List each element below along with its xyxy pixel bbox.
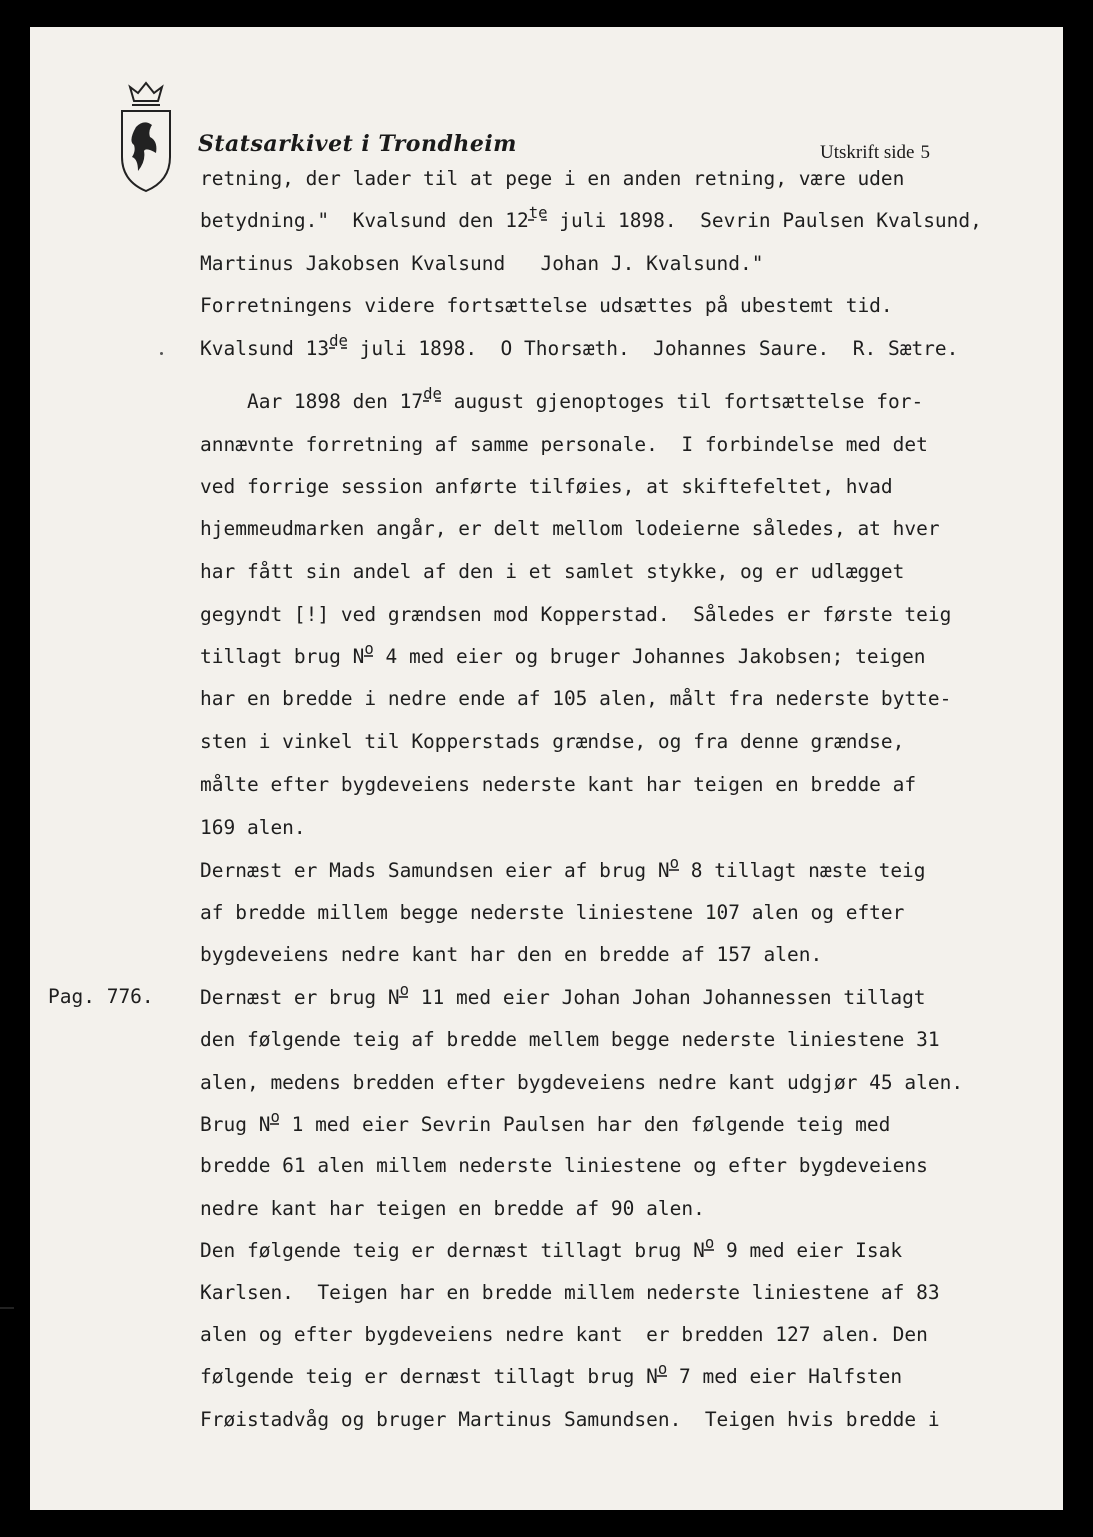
text-line <box>200 167 904 190</box>
text-line <box>200 640 926 668</box>
margin-page-reference: Pag. 776. <box>48 985 154 1008</box>
text-segment: 7 med eier Halfsten <box>667 1365 903 1388</box>
text-segment: 169 alen. <box>200 816 306 839</box>
text-segment: juli 1898. O Thorsæth. Johannes Saure. R. Sætre. <box>347 337 959 360</box>
text-segment: alen, medens bredden efter bygdeveiens nedre kant udgjør 45 alen. <box>200 1071 964 1094</box>
text-segment: sten i vinkel til Kopperstads grændse, og fra denne grændse, <box>200 730 905 753</box>
text-segment: retning, der lader til at pege i en anden retning, være uden <box>200 167 905 190</box>
text-segment: har en bredde i nedre ende af 105 alen, målt fra nederste bytte- <box>200 687 952 710</box>
text-line <box>200 332 959 360</box>
superscript: o <box>364 640 374 659</box>
text-line <box>200 901 904 924</box>
margin-dot <box>160 352 163 355</box>
text-line <box>200 1028 940 1051</box>
text-line <box>200 433 928 456</box>
text-segment: målte efter bygdeveiens nederste kant har teigen en bredde af <box>200 773 917 796</box>
text-line <box>200 603 951 626</box>
text-segment: gegyndt [!] ved grændsen mod Kopperstad. Således er første teig <box>200 603 952 626</box>
superscript: o <box>657 1360 668 1379</box>
text-segment: 9 med eier Isak <box>714 1239 903 1262</box>
text-segment: nedre kant har teigen en bredde af 90 alen. <box>200 1197 705 1220</box>
text-segment: august gjenoptoges til fortsættelse for- <box>441 390 924 413</box>
superscript: o <box>270 1108 280 1127</box>
text-segment: bredde 61 alen millem nederste liniestene og efter bygdeveiens <box>200 1154 928 1177</box>
text-segment: Aar 1898 den 17 <box>200 390 424 413</box>
text-segment: Dernæst er brug N <box>200 986 400 1009</box>
text-segment: juli 1898. Sevrin Paulsen Kvalsund, <box>547 209 982 232</box>
text-segment: har fått sin andel af den i et samlet stykke, og er udlægget <box>200 560 905 583</box>
page-label: Utskrift side <box>820 142 915 163</box>
text-line <box>200 687 951 710</box>
text-segment: Brug N <box>200 1113 271 1136</box>
page-indicator <box>820 142 930 164</box>
superscript: o <box>704 1234 715 1253</box>
text-line <box>200 475 893 498</box>
text-line <box>200 252 764 275</box>
document-page <box>30 27 1063 1510</box>
text-segment: ved forrige session anførte tilføies, at skiftefeltet, hvad <box>200 475 893 498</box>
text-line <box>200 385 924 413</box>
text-segment: 11 med eier Johan Johan Johannessen tillagt <box>408 986 926 1009</box>
text-segment: Frøistadvåg og bruger Martinus Samundsen. Teigen hvis bredde i <box>200 1408 940 1431</box>
text-segment: Kvalsund 13 <box>200 337 330 360</box>
text-line <box>200 517 940 540</box>
text-line <box>200 943 822 966</box>
text-line <box>200 1360 903 1388</box>
superscript: de <box>423 385 442 404</box>
text-segment: bygdeveiens nedre kant har den en bredde af 157 alen. <box>200 943 823 966</box>
text-segment: Karlsen. Teigen har en bredde millem nederste liniestene af 83 <box>200 1281 940 1304</box>
text-line <box>200 1408 940 1431</box>
text-segment: følgende teig er dernæst tillagt brug N <box>200 1365 658 1388</box>
text-segment: af bredde millem begge nederste liniestene 107 alen og efter <box>200 901 905 924</box>
text-segment: tillagt brug N <box>200 645 365 668</box>
coat-of-arms-icon <box>116 77 176 195</box>
superscript: te <box>528 204 548 223</box>
superscript: o <box>399 981 409 1000</box>
text-line <box>200 854 926 882</box>
text-line <box>200 1108 891 1136</box>
text-line <box>200 1234 903 1262</box>
text-segment: alen og efter bygdeveiens nedre kant er bredden 127 alen. Den <box>200 1323 928 1346</box>
text-segment: Den følgende teig er dernæst tillagt brug N <box>200 1239 705 1262</box>
superscript: de <box>329 332 348 351</box>
text-line <box>200 1154 928 1177</box>
text-line <box>200 730 904 753</box>
text-line <box>200 560 904 583</box>
text-segment: hjemmeudmarken angår, er delt mellom lodeierne således, at hver <box>200 517 940 540</box>
text-line <box>200 1197 705 1220</box>
text-segment: 1 med eier Sevrin Paulsen har den følgende teig med <box>279 1113 891 1136</box>
text-segment: Forretningens videre fortsættelse udsættes på ubestemt tid. <box>200 294 893 317</box>
text-segment: betydning." Kvalsund den 12 <box>200 209 529 232</box>
text-line <box>200 1281 940 1304</box>
text-segment: annævnte forretning af samme personale. I forbindelse med det <box>200 433 928 456</box>
text-line <box>200 1323 928 1346</box>
text-line <box>200 204 982 232</box>
institution-title: Statsarkivet i Trondheim <box>198 131 517 157</box>
text-segment: 8 tillagt næste teig <box>679 859 926 882</box>
page-number: 5 <box>920 142 930 163</box>
margin-rule <box>0 1307 14 1309</box>
text-line <box>200 1071 963 1094</box>
text-line <box>200 773 916 796</box>
text-segment: den følgende teig af bredde mellem begge nederste liniestene 31 <box>200 1028 940 1051</box>
superscript: o <box>669 854 679 873</box>
text-segment: Martinus Jakobsen Kvalsund Johan J. Kvalsund." <box>200 252 764 275</box>
text-line <box>200 981 926 1009</box>
text-line <box>200 294 893 317</box>
text-line <box>200 816 306 839</box>
text-segment: Dernæst er Mads Samundsen eier af brug N <box>200 859 670 882</box>
text-segment: 4 med eier og bruger Johannes Jakobsen; teigen <box>373 645 926 668</box>
